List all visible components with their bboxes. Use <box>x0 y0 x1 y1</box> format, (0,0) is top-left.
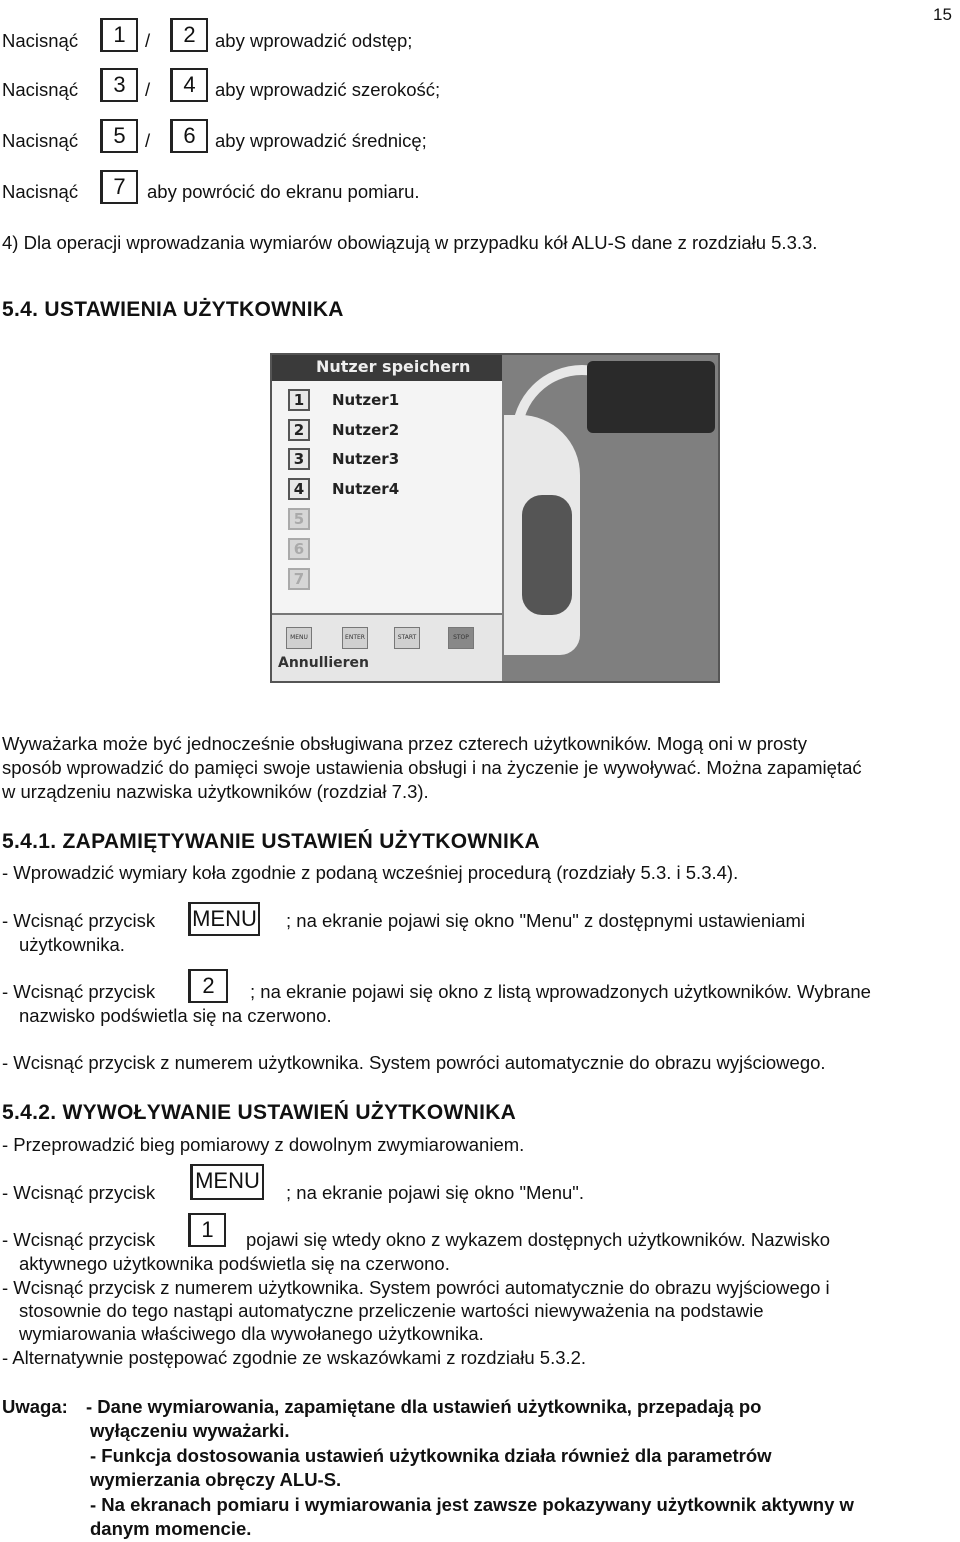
s541-step-2-end: ; na ekranie pojawi się okno "Menu" z dostępnymi ustawieniami <box>286 910 806 931</box>
dialog-titlebar <box>272 355 502 381</box>
figure-stop-button: STOP <box>448 627 474 649</box>
figure-user-4: Nutzer4 <box>332 480 400 498</box>
note-line-2: - Funkcja dostosowania ustawień użytkownika działa również dla parametrów <box>90 1445 772 1466</box>
note-line-1: - Dane wymiarowania, zapamiętane dla ustawień użytkownika, przepadają po <box>86 1396 762 1417</box>
s542-step-5: - Alternatywnie postępować zgodnie ze wskazówkami z rozdziału 5.3.2. <box>2 1347 587 1368</box>
key-3: 3 <box>100 68 138 102</box>
section-heading-5-4-2: 5.4.2. WYWOŁYWANIE USTAWIEŃ UŻYTKOWNIKA <box>2 1101 517 1124</box>
intro-line-3: w urządzeniu nazwiska użytkowników (rozdział 7.3). <box>2 781 429 802</box>
section-heading-5-4-1: 5.4.1. ZAPAMIĘTYWANIE USTAWIEŃ UŻYTKOWNIKA <box>2 830 541 853</box>
s541-step-1: - Wprowadzić wymiary koła zgodnie z podaną wcześniej procedurą (rozdziały 5.3. i 5.3.4). <box>2 862 739 883</box>
figure-menu-button: MENU <box>286 627 312 649</box>
note-4: 4) Dla operacji wprowadzania wymiarów obowiązują w przypadku kół ALU-S dane z rozdziału 5.3.3. <box>2 232 818 253</box>
s542-step-3-end: pojawi się wtedy okno z wykazem dostępnych użytkowników. Nazwisko <box>246 1229 831 1250</box>
figure-key-1: 1 <box>288 389 310 411</box>
key-line-text: aby wprowadzić szerokość; <box>215 79 441 100</box>
intro-line-1: Wyważarka może być jednocześnie obsługiwana przez czterech użytkowników. Mogą oni w prosty <box>2 733 807 754</box>
s542-step-3-start: - Wcisnąć przycisk <box>2 1229 156 1250</box>
s541-step-3-end: ; na ekranie pojawi się okno z listą wprowadzonych użytkowników. Wybrane <box>250 981 871 1002</box>
note-label: Uwaga: <box>2 1396 68 1417</box>
page-number: 15 <box>933 5 952 24</box>
s542-step-4-cont-2: wymiarowania właściwego dla wywołanego użytkownika. <box>19 1323 484 1344</box>
figure-key-5: 5 <box>288 508 310 530</box>
s541-step-4: - Wcisnąć przycisk z numerem użytkownika. System powróci automatycznie do obrazu wyjściowego. <box>2 1052 826 1073</box>
s542-step-2-end: ; na ekranie pojawi się okno "Menu". <box>286 1182 584 1203</box>
figure-user-3: Nutzer3 <box>332 450 400 468</box>
section-heading-5-4: 5.4. USTAWIENIA UŻYTKOWNIKA <box>2 298 344 321</box>
key-1: 1 <box>100 18 138 52</box>
intro-line-2: sposób wprowadzić do pamięci swoje ustawienia obsługi i na życzenie je wywoływać. Można zapamiętać <box>2 757 862 778</box>
key-line-text: aby powrócić do ekranu pomiaru. <box>147 181 420 202</box>
key-7: 7 <box>100 170 138 204</box>
key-2: 2 <box>170 18 208 52</box>
key-line-text: aby wprowadzić średnicę; <box>215 130 427 151</box>
figure-cancel-label: Annullieren <box>278 655 369 671</box>
key-4: 4 <box>170 68 208 102</box>
key-separator: / <box>145 130 151 151</box>
figure-user-1: Nutzer1 <box>332 391 400 409</box>
s541-step-2-cont: użytkownika. <box>19 934 125 955</box>
key-line-prefix: Nacisnąć <box>2 79 79 100</box>
dialog-panel <box>272 381 502 613</box>
s541-step-3-start: - Wcisnąć przycisk <box>2 981 156 1002</box>
wheel-hub-graphic <box>522 495 572 615</box>
s541-step-2-start: - Wcisnąć przycisk <box>2 910 156 931</box>
key-2-inline: 2 <box>188 969 228 1003</box>
dialog-button-bar <box>272 613 502 683</box>
note-line-3-cont: danym momencie. <box>90 1518 252 1539</box>
key-line-prefix: Nacisnąć <box>2 30 79 51</box>
display-box-graphic <box>587 361 715 433</box>
s542-step-3-cont: aktywnego użytkownika podświetla się na czerwono. <box>19 1253 450 1274</box>
user-settings-screenshot <box>270 353 720 683</box>
key-line-prefix: Nacisnąć <box>2 130 79 151</box>
key-1-inline: 1 <box>188 1213 226 1247</box>
figure-key-3: 3 <box>288 448 310 470</box>
key-line-prefix: Nacisnąć <box>2 181 79 202</box>
figure-start-button: START <box>394 627 420 649</box>
figure-key-4: 4 <box>288 478 310 500</box>
figure-user-2: Nutzer2 <box>332 421 400 439</box>
menu-key: MENU <box>188 902 260 936</box>
key-6: 6 <box>170 119 208 153</box>
s542-step-2-start: - Wcisnąć przycisk <box>2 1182 156 1203</box>
dialog-title: Nutzer speichern <box>316 357 471 376</box>
key-5: 5 <box>100 119 138 153</box>
s542-step-4-cont-1: stosownie do tego nastąpi automatyczne przeliczenie wartości niewyważenia na podstawie <box>19 1300 764 1321</box>
menu-key-2: MENU <box>190 1164 264 1200</box>
note-line-3: - Na ekranach pomiaru i wymiarowania jest zawsze pokazywany użytkownik aktywny w <box>90 1494 854 1515</box>
s542-step-4: - Wcisnąć przycisk z numerem użytkownika. System powróci automatycznie do obrazu wyjściowego i <box>2 1277 830 1298</box>
key-line-text: aby wprowadzić odstęp; <box>215 30 413 51</box>
figure-key-7: 7 <box>288 568 310 590</box>
note-line-2-cont: wymierzania obręczy ALU-S. <box>90 1469 342 1490</box>
note-line-1-cont: wyłączeniu wyważarki. <box>90 1420 290 1441</box>
figure-enter-button: ENTER <box>342 627 368 649</box>
s541-step-3-cont: nazwisko podświetla się na czerwono. <box>19 1005 332 1026</box>
figure-key-2: 2 <box>288 419 310 441</box>
s542-step-1: - Przeprowadzić bieg pomiarowy z dowolnym zwymiarowaniem. <box>2 1134 525 1155</box>
key-separator: / <box>145 30 151 51</box>
key-separator: / <box>145 79 151 100</box>
figure-key-6: 6 <box>288 538 310 560</box>
